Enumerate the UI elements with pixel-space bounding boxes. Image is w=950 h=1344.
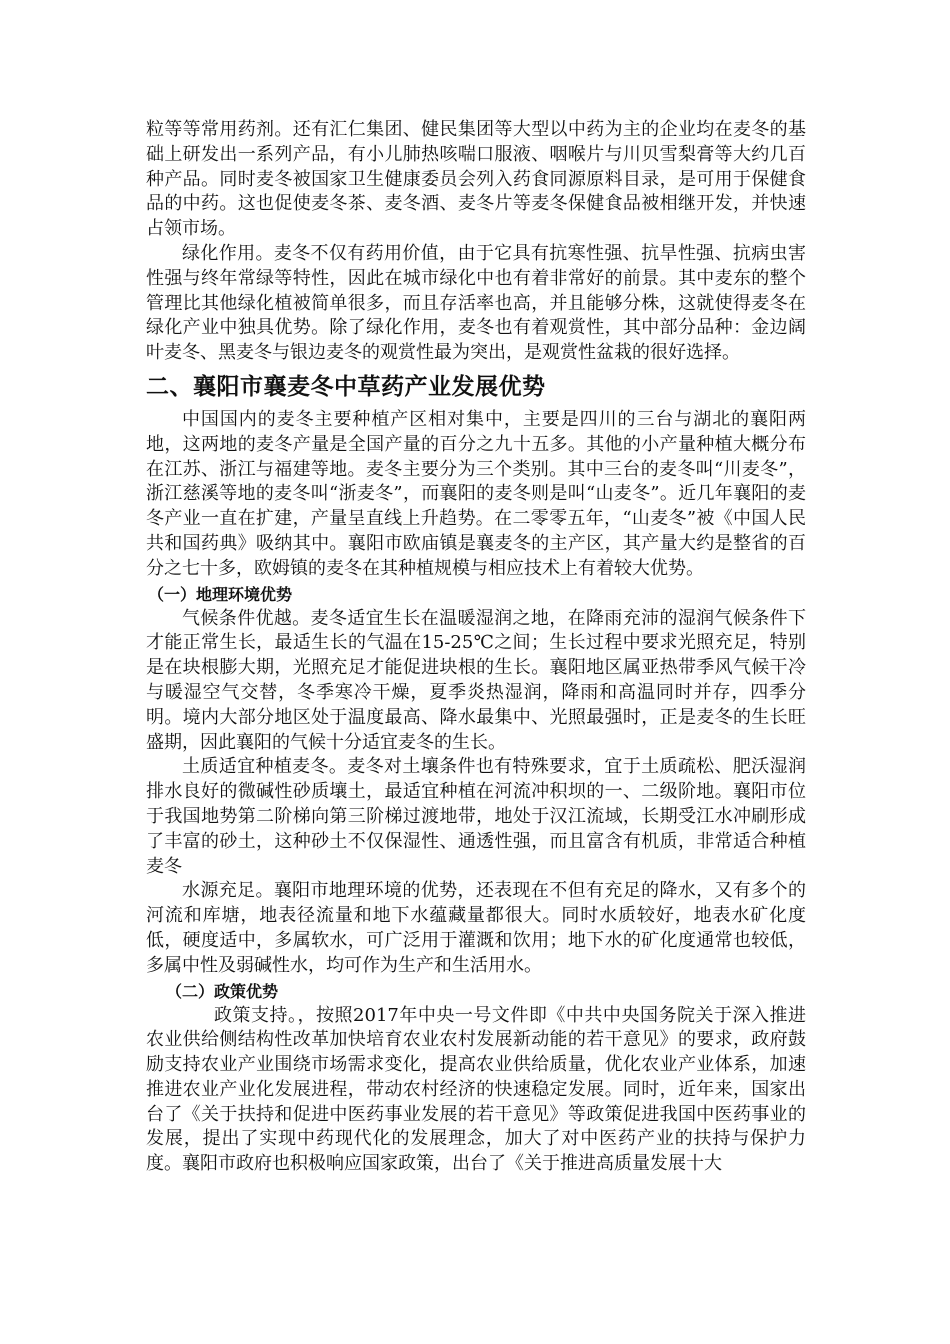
paragraph-water: 水源充足。襄阳市地理环境的优势，还表现在不但有充足的降水，又有多个的河流和库塘，地表径流量和地下水蕴藏量都很大。同时水质较好，地表水矿化度低，硬度适中，多属软水，可广泛用于灌溉和饮用；地下水的矿化度通常也较低，多属中性及弱碱性水，均可作为生产和生活用水。 (146, 880, 806, 976)
subheading-geography: （一）地理环境优势 (148, 584, 293, 604)
paragraph-medicine-continued: 粒等等常用药剂。还有汇仁集团、健民集团等大型以中药为主的企业均在麦冬的基础上研发出一系列产品，有小儿肺热咳喘口服液、咽喉片与川贝雪梨膏等大约几百种产品。同时麦冬被国家卫生健康委员会列入药食同源原料目录，是可用于保健食品的中药。这也促使麦冬茶、麦冬酒、麦冬片等麦冬保健食品被相继开发，并快速占领市场。 (146, 119, 806, 240)
document-page (146, 118, 806, 1177)
section-heading-advantages: 二、襄阳市襄麦冬中草药产业发展优势 (146, 373, 546, 400)
paragraph-policy: 政策支持。，按照2017年中央一号文件即《中共中央国务院关于深入推进农业供给侧结构性改革加快培育农业农村发展新动能的若干意见》的要求，政府鼓励支持农业产业围绕市场需求变化，提高农业供给质量，优化农业产业体系，加速推进农业产业化发展进程，带动农村经济的快速稳定发展。同时，近年来，国家出台了《关于扶持和促进中医药事业发展的若干意见》等政策促进我国中医药事业的发展，提出了实现中药现代化的发展理念，加大了对中医药产业的扶持与保护力度。襄阳市政府也积极响应国家政策，出台了《关于推进高质量发展十大 (146, 1004, 806, 1175)
paragraph-climate: 气候条件优越。麦冬适宜生长在温暖湿润之地，在降雨充沛的湿润气候条件下才能正常生长，最适生长的气温在15-25℃之间；生长过程中要求光照充足，特别是在块根膨大期，光照充足才能促进块根的生长。襄阳地区属亚热带季风气候干冷与暖湿空气交替，冬季寒冷干燥，夏季炎热湿润，降雨和高温同时并存，四季分明。境内大部分地区处于温度最高、降水最集中、光照最强时，正是麦冬的生长旺盛期，因此襄阳的气候十分适宜麦冬的生长。 (146, 607, 806, 753)
paragraph-greening: 绿化作用。麦冬不仅有药用价值，由于它具有抗寒性强、抗旱性强、抗病虫害性强与终年常绿等特性，因此在城市绿化中也有着非常好的前景。其中麦东的整个管理比其他绿化植被简单很多，而且存活率也高，并且能够分株，这就使得麦冬在绿化产业中独具优势。除了绿化作用，麦冬也有着观赏性，其中部分品种：金边阔叶麦冬、黑麦冬与银边麦冬的观赏性最为突出，是观赏性盆栽的很好选择。 (146, 242, 806, 364)
subheading-policy: （二）政策优势 (166, 981, 279, 1001)
paragraph-soil: 土质适宜种植麦冬。麦冬对土壤条件也有特殊要求，宜于土质疏松、肥沃湿润排水良好的微碱性砂质壤土，最适宜种植在河流冲积坝的一、二级阶地。襄阳市位于我国地势第二阶梯向第三阶梯过渡地带，地处于汉江流域，长期受江水冲刷形成了丰富的砂土，这种砂土不仅保湿性、通透性强，而且富含有机质，非常适合种植麦冬 (146, 756, 806, 877)
paragraph-production-regions: 中国国内的麦冬主要种植产区相对集中，主要是四川的三台与湖北的襄阳两地，这两地的麦冬产量是全国产量的百分之九十五多。其他的小产量种植大概分布在江苏、浙江与福建等地。麦冬主要分为三个类别。其中三台的麦冬叫“川麦冬”，浙江慈溪等地的麦冬叫“浙麦冬”，而襄阳的麦冬则是叫“山麦冬”。近几年襄阳的麦冬产业一直在扩建，产量呈直线上升趋势。在二零零五年，“山麦冬”被《中国人民共和国药典》吸纳其中。襄阳市欧庙镇是襄麦冬的主产区，其产量大约是整省的百分之七十多，欧姆镇的麦冬在其种植规模与相应技术上有着较大优势。 (146, 408, 806, 579)
